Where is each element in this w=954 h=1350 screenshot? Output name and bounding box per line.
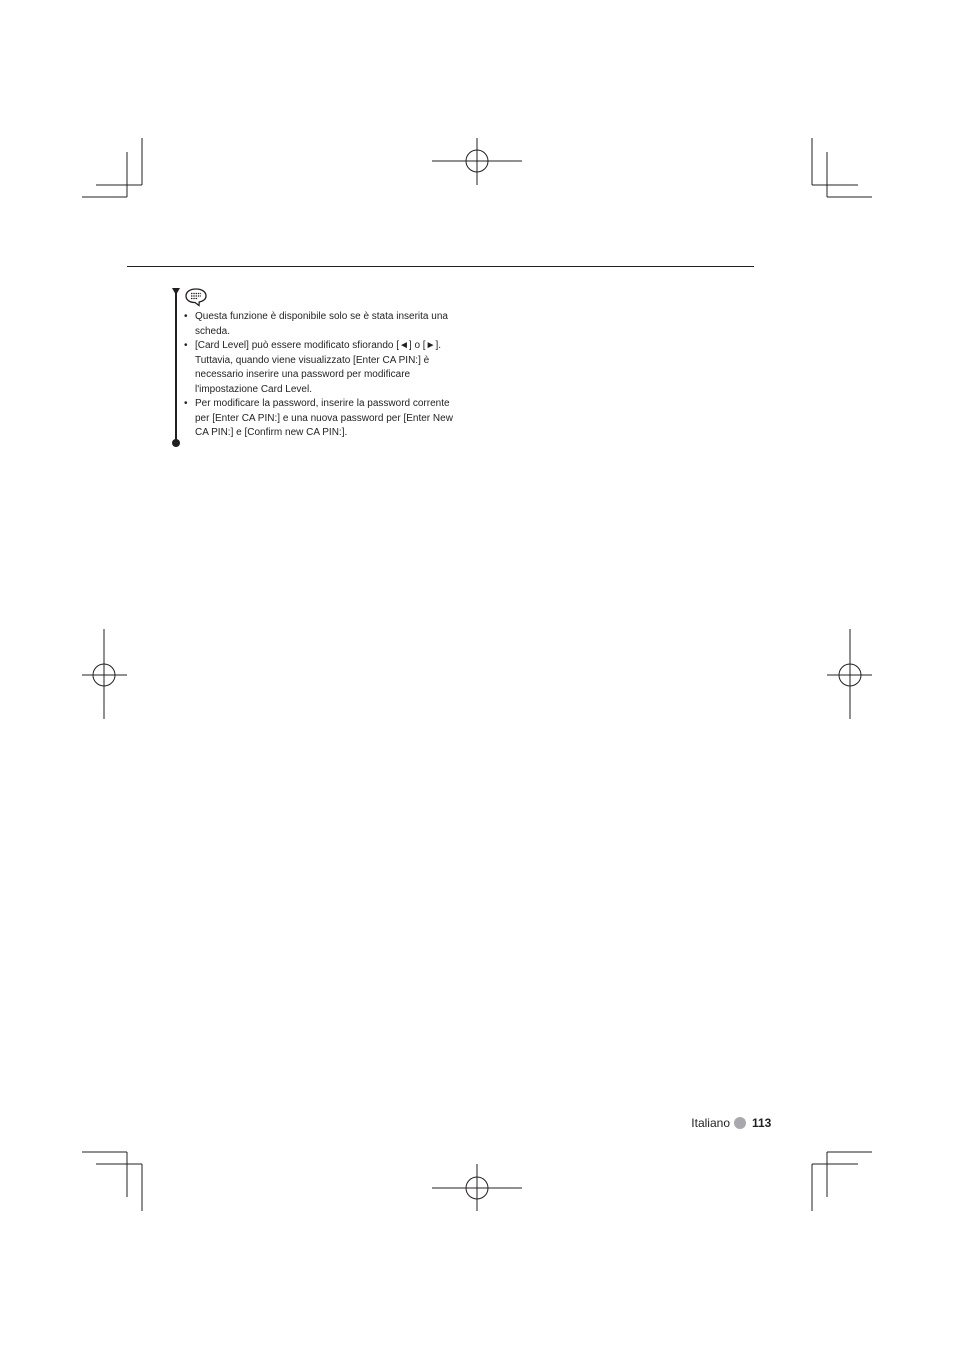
note-icon (184, 287, 208, 307)
note-item (184, 310, 456, 339)
note-item-text: Per modificare la password, inserire la password corrente per [Enter CA PIN:] e una nuova password per [Enter New CA PIN:] e [Confirm new CA PIN:]. (195, 398, 453, 438)
bullet: • (184, 340, 188, 351)
footer-dot-icon (734, 1117, 746, 1129)
registration-mark-left (82, 629, 127, 719)
note-item (184, 339, 456, 397)
note-bar (175, 291, 177, 443)
bullet: • (184, 398, 188, 409)
registration-mark-bottom (432, 1164, 522, 1211)
note-item-text: [Card Level] può essere modificato sfiorando [◄] o [►]. Tuttavia, quando viene visualizzato [Enter CA PIN:] è necessario inserire una password per modificare l'impostazione Card Level. (195, 340, 442, 395)
bullet: • (184, 311, 188, 322)
note-list (184, 310, 456, 441)
note-item (184, 397, 456, 441)
page-number: 113 (752, 1116, 772, 1130)
registration-mark-right (827, 629, 872, 719)
footer-language: Italiano (691, 1116, 730, 1130)
header-rule (127, 266, 754, 267)
page-footer (640, 1114, 775, 1132)
note-item-text: Questa funzione è disponibile solo se è stata inserita una scheda. (195, 311, 448, 337)
registration-mark-top (432, 138, 522, 185)
note-end-marker (172, 439, 180, 447)
